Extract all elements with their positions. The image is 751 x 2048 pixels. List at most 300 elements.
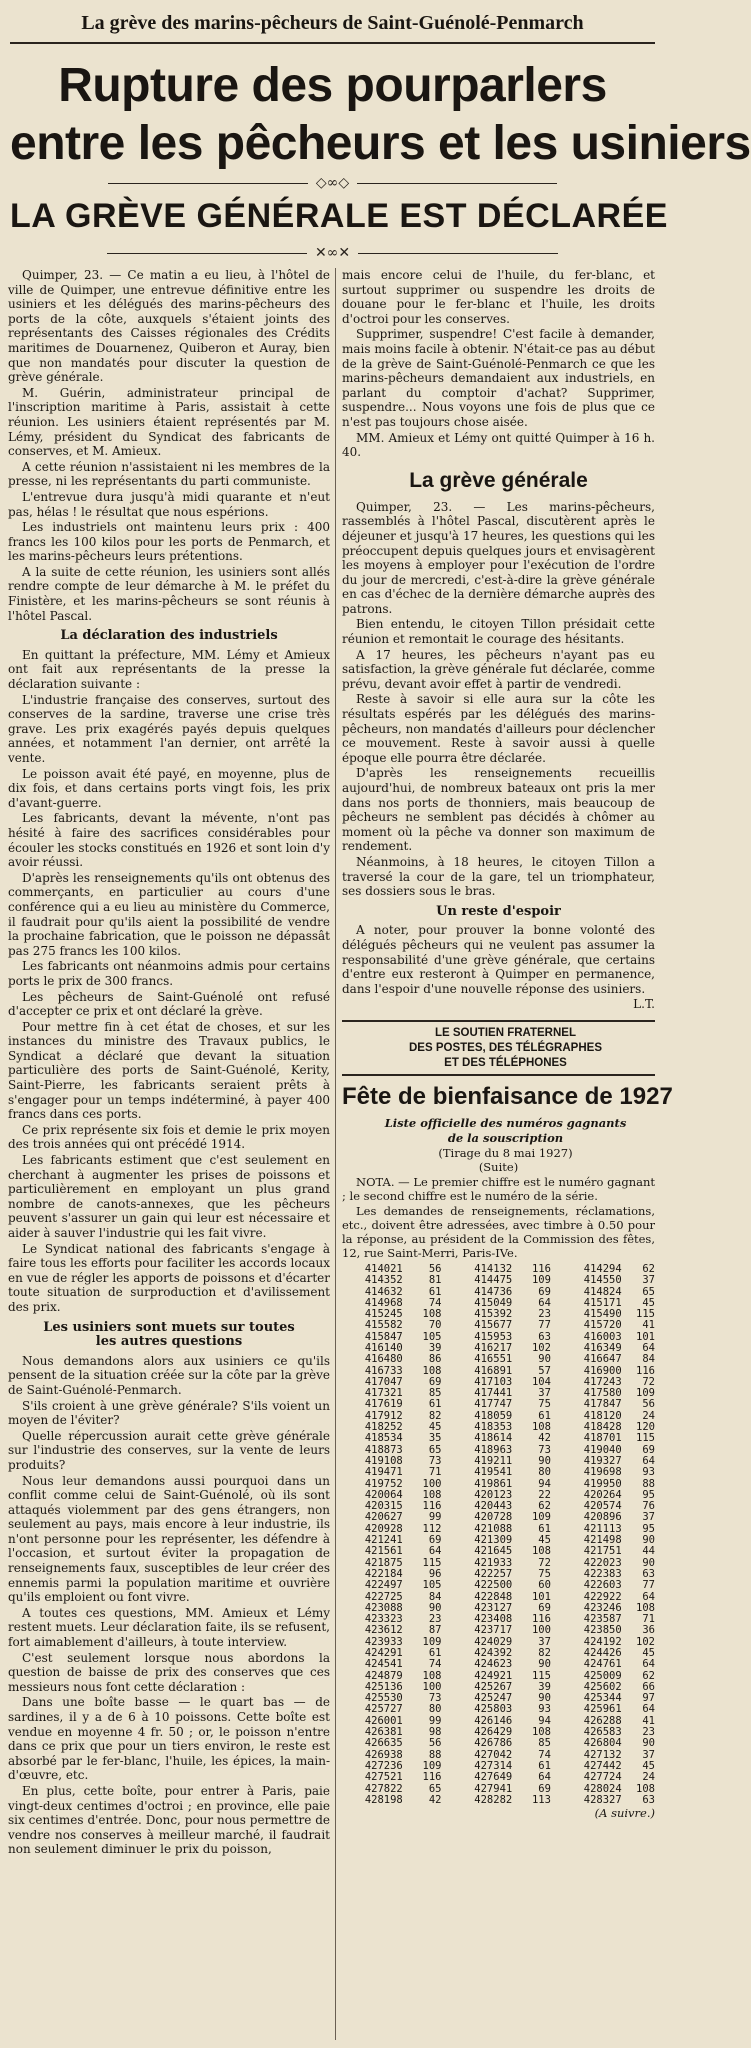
winning-number: 415847 xyxy=(364,1330,403,1343)
series-number: 94 xyxy=(538,1714,551,1727)
series-number: 108 xyxy=(422,1364,442,1377)
paragraph: MM. Amieux et Lémy ont quitté Quimper à 16 h. 40. xyxy=(342,430,655,460)
table-row xyxy=(342,1546,655,1557)
winning-number: 415490 xyxy=(583,1308,622,1321)
nota-paragraph: NOTA. — Le premier chiffre est le numéro gagnant ; le second chiffre est le numéro de la série. xyxy=(342,1174,655,1203)
winning-number: 417103 xyxy=(474,1375,513,1388)
winning-number: 427649 xyxy=(474,1771,513,1784)
winning-number: 415392 xyxy=(474,1308,513,1321)
kicker-headline: La grève des marins-pêcheurs de Saint-Guénolé-Penmarch xyxy=(10,4,655,44)
winning-number: 427941 xyxy=(474,1782,513,1795)
winning-number: 414632 xyxy=(364,1285,403,1298)
series-number: 82 xyxy=(428,1409,442,1422)
series-number: 99 xyxy=(428,1714,442,1727)
series-number: 97 xyxy=(642,1692,655,1705)
series-number: 73 xyxy=(428,1454,442,1467)
series-number: 41 xyxy=(642,1714,655,1727)
winning-number: 425961 xyxy=(583,1703,622,1716)
winning-number: 423408 xyxy=(474,1613,513,1626)
winning-number: 416140 xyxy=(364,1341,403,1354)
series-number: 61 xyxy=(428,1285,442,1298)
right-column xyxy=(342,268,673,2042)
winning-number: 419698 xyxy=(583,1466,622,1479)
winning-number: 424291 xyxy=(364,1647,403,1659)
series-number: 101 xyxy=(531,1590,551,1603)
winning-number: 419861 xyxy=(474,1477,513,1490)
winning-number: 426635 xyxy=(364,1737,403,1750)
winning-number: 420728 xyxy=(474,1511,513,1524)
tirage-line xyxy=(342,1146,655,1174)
winning-number: 417580 xyxy=(583,1387,622,1400)
series-number: 84 xyxy=(428,1590,442,1603)
signature: L.T. xyxy=(633,997,655,1012)
winning-number: 423127 xyxy=(474,1601,513,1614)
series-number: 37 xyxy=(642,1748,655,1761)
series-number: 63 xyxy=(642,1567,655,1580)
winning-number: 424192 xyxy=(583,1635,622,1648)
winning-number: 422023 xyxy=(583,1556,622,1569)
winning-number: 417321 xyxy=(364,1387,403,1400)
liste-heading: de la souscription xyxy=(447,1130,564,1145)
series-number: 108 xyxy=(531,1421,551,1434)
table-row xyxy=(342,1738,655,1749)
series-number: 69 xyxy=(538,1782,551,1795)
winning-number: 419752 xyxy=(364,1477,403,1490)
paragraph: Le poisson avait été payé, en moyenne, plus de dix fois, et dans certains ports vingt fois, les prix d'avant-guerre. xyxy=(8,766,330,810)
winning-number: 420627 xyxy=(364,1511,403,1524)
series-number: 90 xyxy=(642,1556,655,1569)
series-number: 66 xyxy=(642,1680,655,1693)
ornament-divider: ✕∞✕ xyxy=(10,246,655,260)
winning-number: 426288 xyxy=(583,1714,622,1727)
winning-number: 418252 xyxy=(364,1421,403,1434)
series-number: 62 xyxy=(642,1669,655,1682)
winning-number: 416891 xyxy=(474,1364,513,1377)
paragraph: En plus, cette boîte, pour entrer à Paris, paie vingt-deux centimes d'octroi ; en province, elle paie six centimes d'entrée. Donc, pour nous permettre de vendre nos conserves à meilleur marché, il faudrait non seulement diminuer le prix du poisson, xyxy=(8,1783,330,1857)
winning-number: 422500 xyxy=(474,1579,513,1592)
series-number: 61 xyxy=(538,1409,551,1422)
series-number: 36 xyxy=(642,1624,655,1637)
paragraph: D'après les renseignements qu'ils ont obtenus des commerçants, en particulier au cours d'une conférence qui a eu lieu au ministère du Commerce, il faudrait pour qu'ils aient la possibilité de vendre la prochaine fabrication, que le poisson ne dépassât pas 275 francs les 100 kilos. xyxy=(8,870,330,958)
winning-number: 417047 xyxy=(364,1375,403,1388)
series-number: 94 xyxy=(538,1477,551,1490)
winning-number: 422184 xyxy=(364,1567,403,1580)
winning-number: 416647 xyxy=(583,1353,622,1366)
paragraph: Pour mettre fin à cet état de choses, et sur les instances du ministre des Travaux publics, le Syndicat a déclaré que devant la situation particulière des ports de Saint-Guénolé, Kerity, Saint-Pierre, les fabricants seraient prêts à s'engager pour un temps indéterminé, à payer 400 francs dans ces ports. xyxy=(8,1019,330,1122)
left-column xyxy=(8,268,330,2042)
series-number: 116 xyxy=(636,1364,655,1377)
winning-number: 426381 xyxy=(364,1726,403,1739)
series-number: 104 xyxy=(531,1375,551,1388)
winning-number: 426804 xyxy=(583,1737,622,1750)
winning-number: 427132 xyxy=(583,1748,622,1761)
series-number: 69 xyxy=(538,1285,551,1298)
winning-number: 418120 xyxy=(583,1409,622,1422)
winning-number: 427314 xyxy=(474,1759,513,1772)
paragraph: A toutes ces questions, MM. Amieux et Lémy restent muets. Leur déclaration faite, ils se refusent, fort aimablement d'ailleurs, à toute interview. xyxy=(8,1605,330,1650)
series-number: 69 xyxy=(642,1443,655,1456)
winning-number: 422848 xyxy=(474,1590,513,1603)
winning-number: 420315 xyxy=(364,1500,403,1513)
series-number: 45 xyxy=(642,1647,655,1659)
series-number: 39 xyxy=(538,1680,551,1693)
series-number: 72 xyxy=(538,1556,551,1569)
series-number: 98 xyxy=(428,1726,442,1739)
series-number: 88 xyxy=(428,1748,442,1761)
winning-number: 414475 xyxy=(474,1274,513,1287)
series-number: 108 xyxy=(422,1669,442,1682)
series-number: 100 xyxy=(531,1624,551,1637)
a-suivre: (A suivre.) xyxy=(594,1806,655,1821)
series-number: 23 xyxy=(538,1308,551,1321)
winning-number: 428282 xyxy=(474,1793,513,1806)
series-number: 90 xyxy=(538,1353,551,1366)
winning-number: 425136 xyxy=(364,1680,403,1693)
winning-number: 417441 xyxy=(474,1387,513,1400)
series-number: 61 xyxy=(428,1398,442,1411)
series-number: 60 xyxy=(538,1579,551,1592)
winning-number: 415720 xyxy=(583,1319,622,1332)
winning-number: 417747 xyxy=(474,1398,513,1411)
winning-number: 423850 xyxy=(583,1624,622,1637)
series-number: 85 xyxy=(538,1737,551,1750)
series-number: 108 xyxy=(531,1545,551,1558)
series-number: 70 xyxy=(428,1319,442,1332)
series-number: 42 xyxy=(538,1432,551,1445)
series-number: 45 xyxy=(642,1296,655,1309)
series-number: 85 xyxy=(428,1387,442,1400)
series-number: 65 xyxy=(642,1285,655,1298)
series-number: 71 xyxy=(428,1466,442,1479)
section-heading: Les usiniers sont muets sur toutes xyxy=(43,1319,295,1335)
box-title: ET DES TÉLÉPHONES xyxy=(444,1056,567,1069)
demandes-paragraph: Les demandes de renseignements, réclamations, etc., doivent être adressées, avec timbre à 0.50 pour la réponse, au président de la Commission des fêtes, 12, rue Saint-Merri, Paris-IVe. xyxy=(342,1203,655,1260)
series-number: 37 xyxy=(538,1387,551,1400)
winning-number: 426786 xyxy=(474,1737,513,1750)
series-number: 120 xyxy=(636,1421,655,1434)
winning-number: 418873 xyxy=(364,1443,403,1456)
winning-number: 417847 xyxy=(583,1398,622,1411)
series-number: 112 xyxy=(422,1522,442,1535)
series-number: 64 xyxy=(538,1771,551,1784)
series-number: 23 xyxy=(642,1726,655,1739)
winning-number: 419040 xyxy=(583,1443,622,1456)
winning-number: 415171 xyxy=(583,1296,622,1309)
winning-number: 423323 xyxy=(364,1613,403,1626)
series-number: 64 xyxy=(428,1545,442,1558)
winning-number: 428198 xyxy=(364,1793,403,1806)
series-number: 90 xyxy=(428,1601,442,1614)
paragraph: M. Guérin, administrateur principal de l'inscription maritime à Paris, assistait à cette réunion. Les usiniers étaient représentés par M. Lémy, président du Syndicat des fabricants de conserves, et M. Amieux. xyxy=(8,385,330,459)
series-number: 84 xyxy=(642,1353,655,1366)
winning-number: 420264 xyxy=(583,1488,622,1501)
series-number: 90 xyxy=(538,1658,551,1671)
series-number: 56 xyxy=(642,1398,655,1411)
paragraph: Néanmoins, à 18 heures, le citoyen Tillon a traversé la cour de la gare, tel un triomphateur, ses dossiers sous le bras. xyxy=(342,854,655,899)
winning-number: 426146 xyxy=(474,1714,513,1727)
series-number: 74 xyxy=(538,1748,551,1761)
winning-number: 418614 xyxy=(474,1432,513,1445)
winning-number: 420443 xyxy=(474,1500,513,1513)
series-number: 102 xyxy=(636,1635,655,1648)
winning-number: 422725 xyxy=(364,1590,403,1603)
winning-number: 427521 xyxy=(364,1771,403,1784)
winning-number: 422497 xyxy=(364,1579,403,1592)
series-number: 75 xyxy=(538,1567,551,1580)
series-number: 108 xyxy=(422,1308,442,1321)
series-number: 76 xyxy=(642,1500,655,1513)
paragraph: Quimper, 23. — Les marins-pêcheurs, rassemblés à l'hôtel Pascal, discutèrent après le déjeuner et jusqu'à 17 heures, les questions qui les préoccupent depuis quelques jours et envisagèrent les moyens à employer pour l'exécution de l'ordre du jour de mercredi, c'est-à-dire la grève générale en cas d'échec de la dernière démarche auprès des patrons. xyxy=(342,499,655,616)
paragraph: Ce prix représente six fois et demie le prix moyen des trois années qui ont précédé 1914. xyxy=(8,1122,330,1152)
paragraph: A 17 heures, les pêcheurs n'ayant pas eu satisfaction, la grève générale fut déclarée, comme prévu, devant avoir effet à partir de vendredi. xyxy=(342,647,655,691)
table-row xyxy=(342,1659,655,1670)
paragraph: Quelle répercussion aurait cette grève générale sur l'industrie des conserves, sur la vente de leurs produits? xyxy=(8,1428,330,1472)
winning-number: 420064 xyxy=(364,1488,403,1501)
winning-number: 419211 xyxy=(474,1454,513,1467)
series-number: 74 xyxy=(428,1658,442,1671)
winning-number: 421751 xyxy=(583,1545,622,1558)
main-headline-line-2: entre les pêcheurs et les usiniers xyxy=(10,117,751,170)
winning-number: 425267 xyxy=(474,1680,513,1693)
winning-number: 424029 xyxy=(474,1635,513,1648)
winning-number: 414550 xyxy=(583,1274,622,1287)
winning-number: 426429 xyxy=(474,1726,513,1739)
series-number: 57 xyxy=(538,1364,551,1377)
section-heading: La déclaration des industriels xyxy=(60,628,278,644)
paragraph: L'entrevue dura jusqu'à midi quarante et n'eut pas, hélas ! le résultat que nous espérions. xyxy=(8,489,330,519)
series-number: 90 xyxy=(538,1692,551,1705)
winning-number: 423933 xyxy=(364,1635,403,1648)
fete-title: Fête de bienfaisance de 1927 xyxy=(342,1082,673,1110)
series-number: 24 xyxy=(642,1771,655,1784)
series-number: 115 xyxy=(636,1308,655,1321)
series-number: 116 xyxy=(531,1262,551,1275)
paragraph: Nous demandons alors aux usiniers ce qu'ils pensent de la situation créée sur la côte par la grève de Saint-Guénolé-Penmarch. xyxy=(8,1353,330,1397)
winning-number: 423246 xyxy=(583,1601,622,1614)
series-number: 64 xyxy=(538,1296,551,1309)
paragraph: Bien entendu, le citoyen Tillon présidait cette réunion et remontait le courage des hésitants. xyxy=(342,617,655,647)
winning-number: 416349 xyxy=(583,1341,622,1354)
winning-number: 414294 xyxy=(583,1262,622,1275)
winning-number: 427236 xyxy=(364,1759,403,1772)
series-number: 87 xyxy=(428,1624,442,1637)
paragraph: Les fabricants ont néanmoins admis pour certains ports le prix de 300 francs. xyxy=(8,959,330,988)
winning-number: 418963 xyxy=(474,1443,513,1456)
winning-number: 424392 xyxy=(474,1647,513,1659)
series-number: 71 xyxy=(642,1613,655,1626)
series-number: 116 xyxy=(422,1500,442,1513)
series-number: 82 xyxy=(538,1647,551,1659)
section-heading: les autres questions xyxy=(95,1334,243,1350)
suite-label: (Suite) xyxy=(478,1159,519,1174)
series-number: 72 xyxy=(642,1375,655,1388)
paragraph: A noter, pour prouver la bonne volonté des délégués pêcheurs qui ne veulent pas assumer la responsabilité d'une grève générale, que certains d'entre eux resteront à Quimper en permanence, dans l'espoir d'une nouvelle réponse des usiniers. xyxy=(342,923,655,996)
series-number: 109 xyxy=(531,1511,551,1524)
series-number: 90 xyxy=(642,1534,655,1547)
winning-number: 427822 xyxy=(364,1782,403,1795)
winning-number: 419327 xyxy=(583,1454,622,1467)
winning-number: 424879 xyxy=(364,1669,403,1682)
paragraph: En quittant la préfecture, MM. Lémy et Amieux ont fait aux représentants de la presse la déclaration suivante : xyxy=(8,647,330,692)
series-number: 116 xyxy=(531,1613,551,1626)
winning-number: 421875 xyxy=(364,1556,403,1569)
series-number: 61 xyxy=(428,1647,442,1659)
series-number: 108 xyxy=(636,1601,655,1614)
winning-number: 420928 xyxy=(364,1522,403,1535)
series-number: 93 xyxy=(538,1703,551,1716)
table-row xyxy=(342,1772,655,1783)
winning-number: 416551 xyxy=(474,1353,513,1366)
paragraph: D'après les renseignements recueillis aujourd'hui, de nombreux bateaux ont pris la mer dans nos ports de thonniers, mais beaucoup de pêcheurs ne semblent pas décidés à chômer au moment où la pêche va donner son maximum de rendement. xyxy=(342,766,655,854)
series-number: 96 xyxy=(428,1567,442,1580)
paragraph: Nous leur demandons aussi pourquoi dans un conflit comme celui de Saint-Guénolé, où ils sont attaqués violemment par des gens étrangers, non seulement au pays, mais encore à leur industrie, ils n'ont personne pour les représenter, les défendre à l'occasion, et surtout éviter la propagation de renseignements faux, susceptibles de leur créer des ennemis parmi la population maritime et ouvrière qu'ils emploient ou font vivre. xyxy=(8,1473,330,1605)
series-number: 115 xyxy=(422,1556,442,1569)
series-number: 73 xyxy=(428,1692,442,1705)
series-number: 95 xyxy=(642,1522,655,1535)
main-headline-line-1: Rupture des pourparlers xyxy=(58,59,607,112)
paragraph: Les industriels ont maintenu leurs prix : 400 francs les 100 kilos pour les ports de Penmarch, et les marins-pêcheurs leurs prétentions. xyxy=(8,520,330,564)
series-number: 90 xyxy=(538,1454,551,1467)
winning-number: 421113 xyxy=(583,1522,622,1535)
winning-number: 420896 xyxy=(583,1511,622,1524)
table-row xyxy=(342,1625,655,1636)
series-number: 45 xyxy=(642,1759,655,1772)
winning-number: 425530 xyxy=(364,1692,403,1705)
tirage-date: (Tirage du 8 mai 1927) xyxy=(438,1145,573,1160)
series-number: 105 xyxy=(422,1330,442,1343)
liste-heading: Liste officielle des numéros gagnants xyxy=(384,1115,627,1130)
winning-number: 419541 xyxy=(474,1466,513,1479)
series-number: 109 xyxy=(531,1274,551,1287)
series-number: 81 xyxy=(428,1274,442,1287)
winning-number: 425727 xyxy=(364,1703,403,1716)
winning-number: 421309 xyxy=(474,1534,513,1547)
series-number: 22 xyxy=(538,1488,551,1501)
winning-number: 415245 xyxy=(364,1308,403,1321)
winning-number: 418353 xyxy=(474,1421,513,1434)
subheadline: LA GRÈVE GÉNÉRALE EST DÉCLARÉE xyxy=(10,197,668,235)
series-number: 109 xyxy=(422,1759,442,1772)
winning-number: 416733 xyxy=(364,1364,403,1377)
series-number: 99 xyxy=(428,1511,442,1524)
series-number: 109 xyxy=(422,1635,442,1648)
winning-number: 415049 xyxy=(474,1296,513,1309)
series-number: 80 xyxy=(538,1466,551,1479)
series-number: 69 xyxy=(428,1375,442,1388)
series-number: 45 xyxy=(428,1421,442,1434)
box-title: LE SOUTIEN FRATERNEL xyxy=(435,1026,576,1039)
series-number: 37 xyxy=(538,1635,551,1648)
paragraph: A cette réunion n'assistaient ni les membres de la presse, ni les représentants du parti communiste. xyxy=(8,459,330,489)
winning-number: 424623 xyxy=(474,1658,513,1671)
winning-number: 414021 xyxy=(364,1262,403,1275)
series-number: 56 xyxy=(428,1737,442,1750)
paragraph: C'est seulement lorsque nous abordons la question de baisse de prix des conserves que ces messieurs nous font cette déclaration : xyxy=(8,1650,330,1694)
series-number: 108 xyxy=(422,1488,442,1501)
series-number: 73 xyxy=(538,1443,551,1456)
winning-number: 416217 xyxy=(474,1341,513,1354)
series-number: 86 xyxy=(428,1353,442,1366)
winning-number: 426938 xyxy=(364,1748,403,1761)
table-row xyxy=(342,1320,655,1331)
series-number: 64 xyxy=(642,1590,655,1603)
box-title: DES POSTES, DES TÉLÉGRAPHES xyxy=(409,1041,602,1054)
winning-number: 419471 xyxy=(364,1466,403,1479)
series-number: 105 xyxy=(422,1579,442,1592)
series-number: 45 xyxy=(538,1534,551,1547)
paragraph: Les fabricants estiment que c'est seulement en cherchant à augmenter les prises de poissons et particulièrement en employant un plus grand nombre de canots-annexes, que les pêcheurs peuvent s'assurer un gain qui leur est nécessaire et aider à sauver l'industrie qui les fait vivre. xyxy=(8,1153,330,1240)
winning-number: 422257 xyxy=(474,1567,513,1580)
winning-numbers-table xyxy=(342,1264,655,1806)
winning-number: 421088 xyxy=(474,1522,513,1535)
table-row xyxy=(342,1580,655,1591)
paragraph: Quimper, 23. — Ce matin a eu lieu, à l'hôtel de ville de Quimper, une entrevue définitive entre les usiniers et les délégués des marins-pêcheurs des ports de la côte, auxquels s'étaient joints des représentants des Caisses régionales des Crédits maritimes de Douarnenez, Quiberon et Auray, bien que non mandatés pour discuter la question de grève générale. xyxy=(8,268,330,385)
table-row xyxy=(342,1795,655,1806)
winning-number: 419108 xyxy=(364,1454,403,1467)
series-number: 37 xyxy=(642,1511,655,1524)
winning-number: 420574 xyxy=(583,1500,622,1513)
series-number: 37 xyxy=(642,1274,655,1287)
winning-numbers-body xyxy=(342,1264,655,1806)
table-row xyxy=(342,1467,655,1478)
winning-number: 428024 xyxy=(583,1782,622,1795)
series-number: 63 xyxy=(538,1330,551,1343)
winning-number: 416900 xyxy=(583,1364,622,1377)
winning-number: 421561 xyxy=(364,1545,403,1558)
winning-number: 416480 xyxy=(364,1353,403,1366)
series-number: 109 xyxy=(636,1387,655,1400)
series-number: 115 xyxy=(531,1669,551,1682)
table-row xyxy=(342,1275,655,1286)
winning-number: 427724 xyxy=(583,1771,622,1784)
series-number: 61 xyxy=(538,1522,551,1535)
winning-number: 428327 xyxy=(583,1793,622,1806)
series-number: 88 xyxy=(642,1477,655,1490)
section-heading: Un reste d'espoir xyxy=(436,903,561,919)
series-number: 115 xyxy=(636,1432,655,1445)
winning-number: 418428 xyxy=(583,1421,622,1434)
series-number: 56 xyxy=(428,1262,442,1275)
winning-number: 420123 xyxy=(474,1488,513,1501)
divider xyxy=(342,1020,655,1022)
ornament-divider: ◇∞◇ xyxy=(10,176,655,190)
winning-number: 415582 xyxy=(364,1319,403,1332)
series-number: 65 xyxy=(428,1443,442,1456)
series-number: 108 xyxy=(636,1782,655,1795)
winning-number: 425009 xyxy=(583,1669,622,1682)
winning-number: 417243 xyxy=(583,1375,622,1388)
series-number: 77 xyxy=(642,1579,655,1592)
column-divider xyxy=(335,268,336,2040)
series-number: 100 xyxy=(422,1477,442,1490)
winning-number: 424921 xyxy=(474,1669,513,1682)
series-number: 74 xyxy=(428,1296,442,1309)
series-number: 93 xyxy=(642,1466,655,1479)
winning-number: 414352 xyxy=(364,1274,403,1287)
table-row xyxy=(342,1433,655,1444)
winning-number: 421933 xyxy=(474,1556,513,1569)
winning-number: 427042 xyxy=(474,1748,513,1761)
winning-number: 426583 xyxy=(583,1726,622,1739)
winning-number: 423717 xyxy=(474,1624,513,1637)
series-number: 102 xyxy=(531,1341,551,1354)
winning-number: 425247 xyxy=(474,1692,513,1705)
winning-number: 423088 xyxy=(364,1601,403,1614)
paragraph: mais encore celui de l'huile, du fer-blanc, et surtout supprimer ou suspendre les droits de douane pour le fer-blanc et l'huile, les droits d'octroi pour les conserves. xyxy=(342,268,655,326)
series-number: 64 xyxy=(642,1703,655,1716)
winning-number: 415677 xyxy=(474,1319,513,1332)
winning-number: 414824 xyxy=(583,1285,622,1298)
